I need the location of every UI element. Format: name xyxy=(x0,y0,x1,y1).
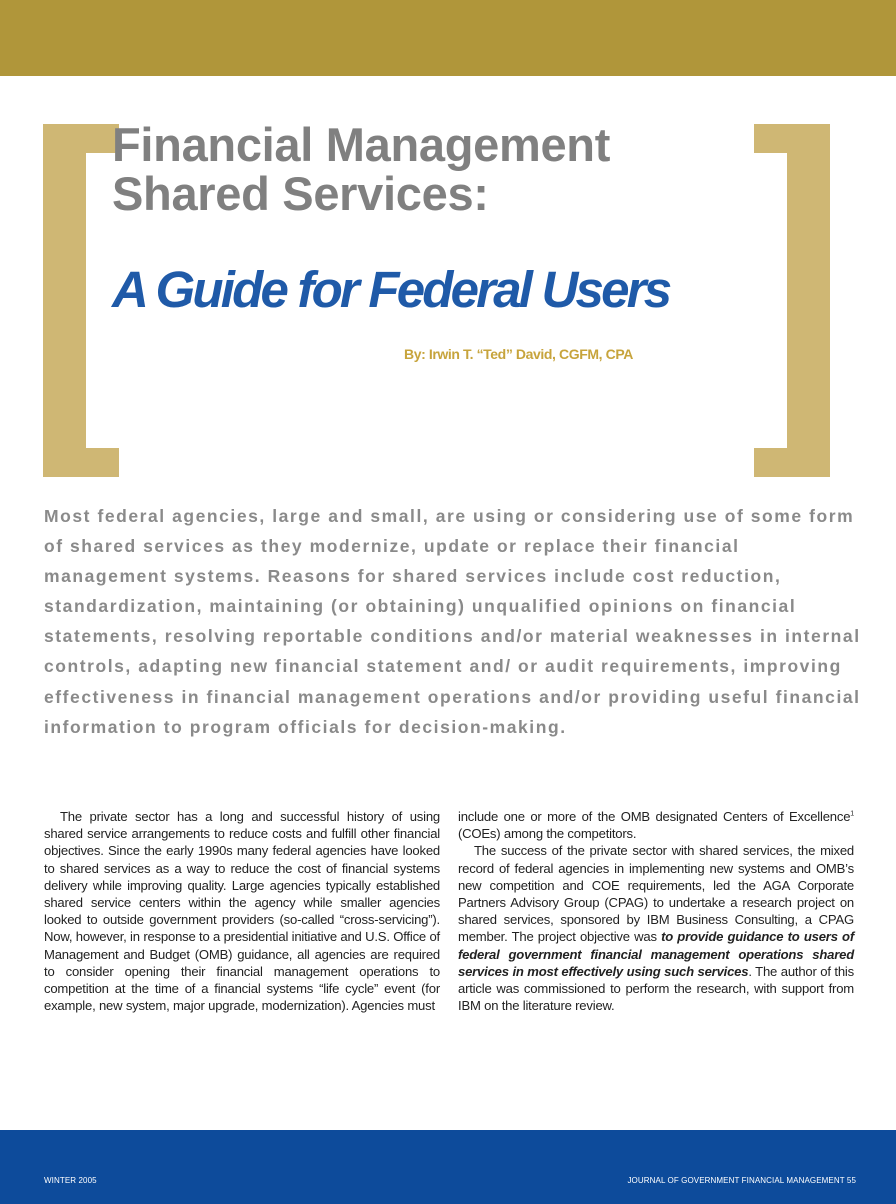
left-bracket-decoration xyxy=(43,124,119,477)
body-paragraph-continued xyxy=(458,808,854,842)
body-column-right xyxy=(458,808,854,1014)
text-run: include one or more of the OMB designated Centers of Excellence xyxy=(458,809,851,824)
intro-paragraph: Most federal agencies, large and small, are using or considering use of some form of shared services as they modernize, update or replace their financial management systems. Reasons for shared services include cost reduction, standardization, maintaining (or obtaining) unqualified opinions on financial statements, resolving reportable conditions and/or material weaknesses in internal controls, adapting new financial statement and/ or audit requirements, improving effectiveness in financial management operations and/or providing useful financial information to program officials for decision-making. xyxy=(44,506,861,737)
article-title xyxy=(112,120,610,218)
footer-issue: WINTER 2005 xyxy=(44,1176,97,1185)
emphasized-objective: to provide guidance to users of federal government financial management operations shared services in most effectively using such services xyxy=(458,929,855,979)
top-color-band xyxy=(0,0,896,76)
body-paragraph: The private sector has a long and successful history of using shared service arrangements to reduce costs and fulfill other financial objectives. Since the early 1990s many federal agencies have looked to shared services as a way to reduce the cost of financial systems delivery while improving quality. Large agencies typically established shared service centers within the agency while smaller agencies looked to outside government providers (so-called “cross-servicing”). Now, however, in response to a presidential initiative and U.S. Office of Management and Budget (OMB) guidance, all agencies are required to consider opening their financial management operations to competition at the time of a financial systems “life cycle” event (for example, new system, major upgrade, modernization). Agencies must xyxy=(44,809,440,1014)
body-column-left xyxy=(44,808,440,1014)
text-run: (COEs) among the competitors. xyxy=(458,826,637,842)
text-run: The success of the private sector with shared services, the mixed record of federal agencies in implementing new systems and OMB’s new competition and COE requirements, led the AGA Corporate Partners Advisory Group (CPAG) to undertake a research project on shared services, sponsored by IBM Business Consulting, a CPAG member. The project objective was xyxy=(458,843,854,945)
body-paragraph xyxy=(458,842,854,1014)
right-bracket-decoration xyxy=(754,124,830,477)
title-line-1: Financial Management xyxy=(112,118,611,171)
footnote-marker: 1 xyxy=(850,810,854,818)
article-subtitle: A Guide for Federal Users xyxy=(112,261,670,318)
bottom-color-band xyxy=(0,1130,896,1204)
author-byline: By: Irwin T. “Ted” David, CGFM, CPA xyxy=(404,346,633,362)
footer-journal-page: JOURNAL OF GOVERNMENT FINANCIAL MANAGEMENT 55 xyxy=(627,1176,856,1185)
text-run: . The author of this article was commissioned to perform the research, with support from IBM on the literature review. xyxy=(458,963,854,1014)
title-line-2: Shared Services: xyxy=(112,167,489,220)
